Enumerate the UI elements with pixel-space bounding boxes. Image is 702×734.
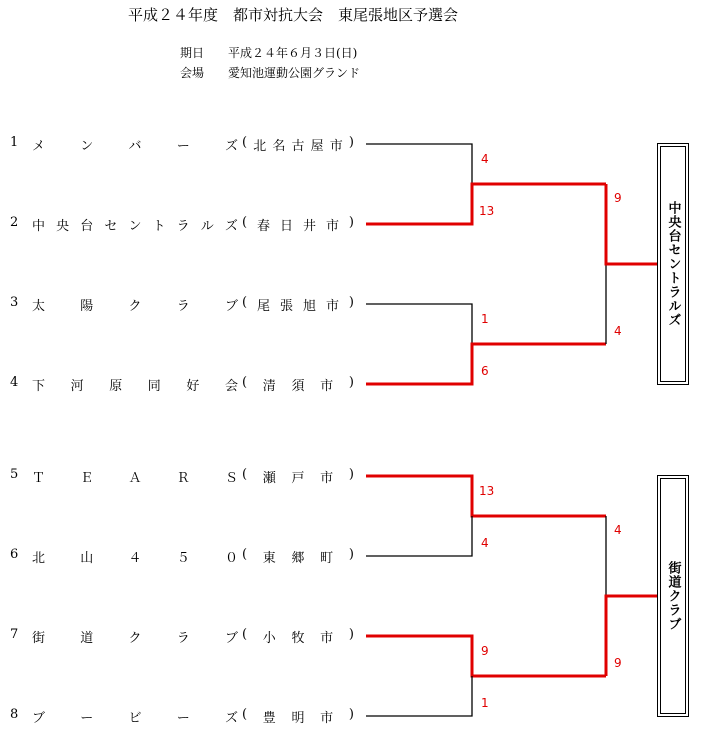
team-city-char: ( bbox=[242, 547, 248, 562]
winner-name-block-2: 街道クラブ bbox=[665, 561, 681, 631]
team-name-char: 太 bbox=[32, 299, 46, 314]
team-name-char: 陽 bbox=[80, 299, 94, 314]
score-team-8: 1 bbox=[481, 696, 489, 710]
team-city-char: ( bbox=[242, 707, 248, 722]
team-name-char: 道 bbox=[80, 631, 94, 646]
team-city-char: 旭 bbox=[302, 299, 316, 314]
team-name-char: ０ bbox=[224, 551, 238, 566]
team-name-char: ー bbox=[176, 139, 190, 154]
team-city-char: ( bbox=[242, 627, 248, 642]
team-name-char: 北 bbox=[32, 551, 46, 566]
team-name-char: 山 bbox=[80, 551, 94, 566]
bracket-line-team-1 bbox=[366, 144, 472, 184]
score-semi1-top: 9 bbox=[614, 191, 622, 205]
team-name-char: 河 bbox=[70, 379, 84, 394]
team-city-char: 清 bbox=[262, 379, 276, 394]
winner-box-block-1 bbox=[657, 143, 689, 385]
team-city-char: 牧 bbox=[291, 631, 305, 646]
score-semi2-top: 4 bbox=[614, 523, 622, 537]
team-city-char: 明 bbox=[291, 711, 305, 726]
team-name-char: Ａ bbox=[128, 471, 142, 486]
score-team-3: 1 bbox=[481, 312, 489, 326]
winner-box-block-2 bbox=[657, 475, 689, 717]
team-name-char: 会 bbox=[224, 379, 238, 394]
score-team-7: 9 bbox=[481, 644, 489, 658]
team-number: 1 bbox=[10, 135, 19, 150]
team-city-char: 名 bbox=[272, 139, 286, 154]
team-city-char: 東 bbox=[262, 551, 276, 566]
team-city-char: 瀬 bbox=[262, 471, 276, 486]
team-city-char: ( bbox=[242, 295, 248, 310]
team-name-char: バ bbox=[128, 139, 142, 154]
score-team-1: 4 bbox=[481, 152, 489, 166]
team-name-char: ブ bbox=[224, 631, 238, 646]
team-city-char: 張 bbox=[280, 299, 294, 314]
winner-name-block-1: 中央台セントラルズ bbox=[665, 201, 681, 327]
team-city-char: ) bbox=[348, 467, 354, 482]
team-city-char: 市 bbox=[320, 379, 334, 394]
team-city-char: 日 bbox=[280, 219, 294, 234]
team-name-char: ト bbox=[152, 219, 166, 234]
team-name-char: ク bbox=[128, 299, 142, 314]
score-semi2-bottom: 9 bbox=[614, 656, 622, 670]
team-name-char: ラ bbox=[176, 219, 190, 234]
team-name-char: ー bbox=[80, 711, 94, 726]
date-label: 期日 bbox=[180, 46, 205, 60]
team-name-char: ズ bbox=[224, 139, 238, 154]
team-city-char: 町 bbox=[320, 551, 334, 566]
team-city-char: 市 bbox=[325, 299, 339, 314]
score-team-2: 13 bbox=[479, 204, 495, 218]
team-name-char: ズ bbox=[224, 711, 238, 726]
team-city-char: 豊 bbox=[262, 711, 276, 726]
team-city-char: 須 bbox=[291, 379, 305, 394]
score-semi1-bottom: 4 bbox=[614, 324, 622, 338]
team-city-char: ) bbox=[348, 215, 354, 230]
team-name-char: ブ bbox=[224, 299, 238, 314]
team-city-char: ) bbox=[348, 627, 354, 642]
team-name-char: ク bbox=[128, 631, 142, 646]
team-name-char: Ｒ bbox=[176, 471, 190, 486]
team-name-char: 同 bbox=[147, 379, 161, 394]
team-name-char: ン bbox=[80, 139, 94, 154]
team-name-char: 街 bbox=[32, 631, 46, 646]
team-city-char: 北 bbox=[253, 139, 267, 154]
team-name-char: ブ bbox=[32, 711, 46, 726]
team-number: 2 bbox=[10, 215, 19, 230]
team-city-char: 郷 bbox=[291, 551, 305, 566]
team-name-char: Ｅ bbox=[80, 471, 94, 486]
score-team-4: 6 bbox=[481, 364, 489, 378]
score-team-6: 4 bbox=[481, 536, 489, 550]
team-number: 8 bbox=[10, 707, 19, 722]
team-name-char: 好 bbox=[186, 379, 200, 394]
team-city-char: ( bbox=[242, 215, 248, 230]
bracket-line-team-3 bbox=[366, 304, 472, 344]
team-name-char: Ｓ bbox=[224, 471, 238, 486]
team-city-char: ) bbox=[348, 295, 354, 310]
team-name-char: 台 bbox=[80, 219, 94, 234]
team-city-char: 尾 bbox=[257, 299, 271, 314]
team-name-char: Ｔ bbox=[32, 471, 46, 486]
team-name-char: セ bbox=[104, 219, 118, 234]
team-city-char: 屋 bbox=[310, 139, 324, 154]
score-team-5: 13 bbox=[479, 484, 495, 498]
team-city-char: 春 bbox=[257, 219, 271, 234]
bracket-line-team-6 bbox=[366, 516, 472, 556]
team-number: 6 bbox=[10, 547, 19, 562]
team-city-char: ( bbox=[242, 135, 248, 150]
team-name-char: ラ bbox=[176, 631, 190, 646]
date-value: 平成２４年６月３日(日) bbox=[228, 46, 358, 60]
team-city-char: 市 bbox=[329, 139, 343, 154]
team-city-char: ) bbox=[348, 375, 354, 390]
team-name-char: ラ bbox=[176, 299, 190, 314]
venue-label: 会場 bbox=[180, 66, 205, 80]
team-city-char: 市 bbox=[320, 631, 334, 646]
team-city-char: 古 bbox=[291, 139, 305, 154]
team-name-char: 原 bbox=[109, 379, 123, 394]
team-name-char: ４ bbox=[128, 551, 142, 566]
team-name-char: ビ bbox=[128, 711, 142, 726]
team-city-char: 市 bbox=[320, 471, 334, 486]
team-number: 4 bbox=[10, 375, 19, 390]
venue-value: 愛知池運動公園グランド bbox=[228, 66, 361, 80]
team-name-char: 央 bbox=[56, 219, 70, 234]
team-city-char: ) bbox=[348, 547, 354, 562]
team-city-char: 小 bbox=[262, 631, 276, 646]
team-city-char: ( bbox=[242, 467, 248, 482]
team-city-char: 戸 bbox=[291, 471, 305, 486]
team-number: 3 bbox=[10, 295, 19, 310]
team-number: 7 bbox=[10, 627, 19, 642]
team-city-char: 市 bbox=[320, 711, 334, 726]
team-name-char: ン bbox=[128, 219, 142, 234]
team-city-char: 井 bbox=[302, 219, 316, 234]
team-city-char: ) bbox=[348, 135, 354, 150]
page-title: 平成２４年度 都市対抗大会 東尾張地区予選会 bbox=[128, 6, 459, 24]
team-city-char: ( bbox=[242, 375, 248, 390]
team-name-char: ズ bbox=[224, 219, 238, 234]
team-city-char: ) bbox=[348, 707, 354, 722]
bracket-line-team-8 bbox=[366, 676, 472, 716]
team-name-char: ５ bbox=[176, 551, 190, 566]
team-name-char: 下 bbox=[32, 379, 46, 394]
team-city-char: 市 bbox=[325, 219, 339, 234]
team-name-char: ル bbox=[200, 219, 214, 234]
team-number: 5 bbox=[10, 467, 19, 482]
team-name-char: メ bbox=[32, 139, 46, 154]
team-name-char: ー bbox=[176, 711, 190, 726]
team-name-char: 中 bbox=[32, 219, 46, 234]
